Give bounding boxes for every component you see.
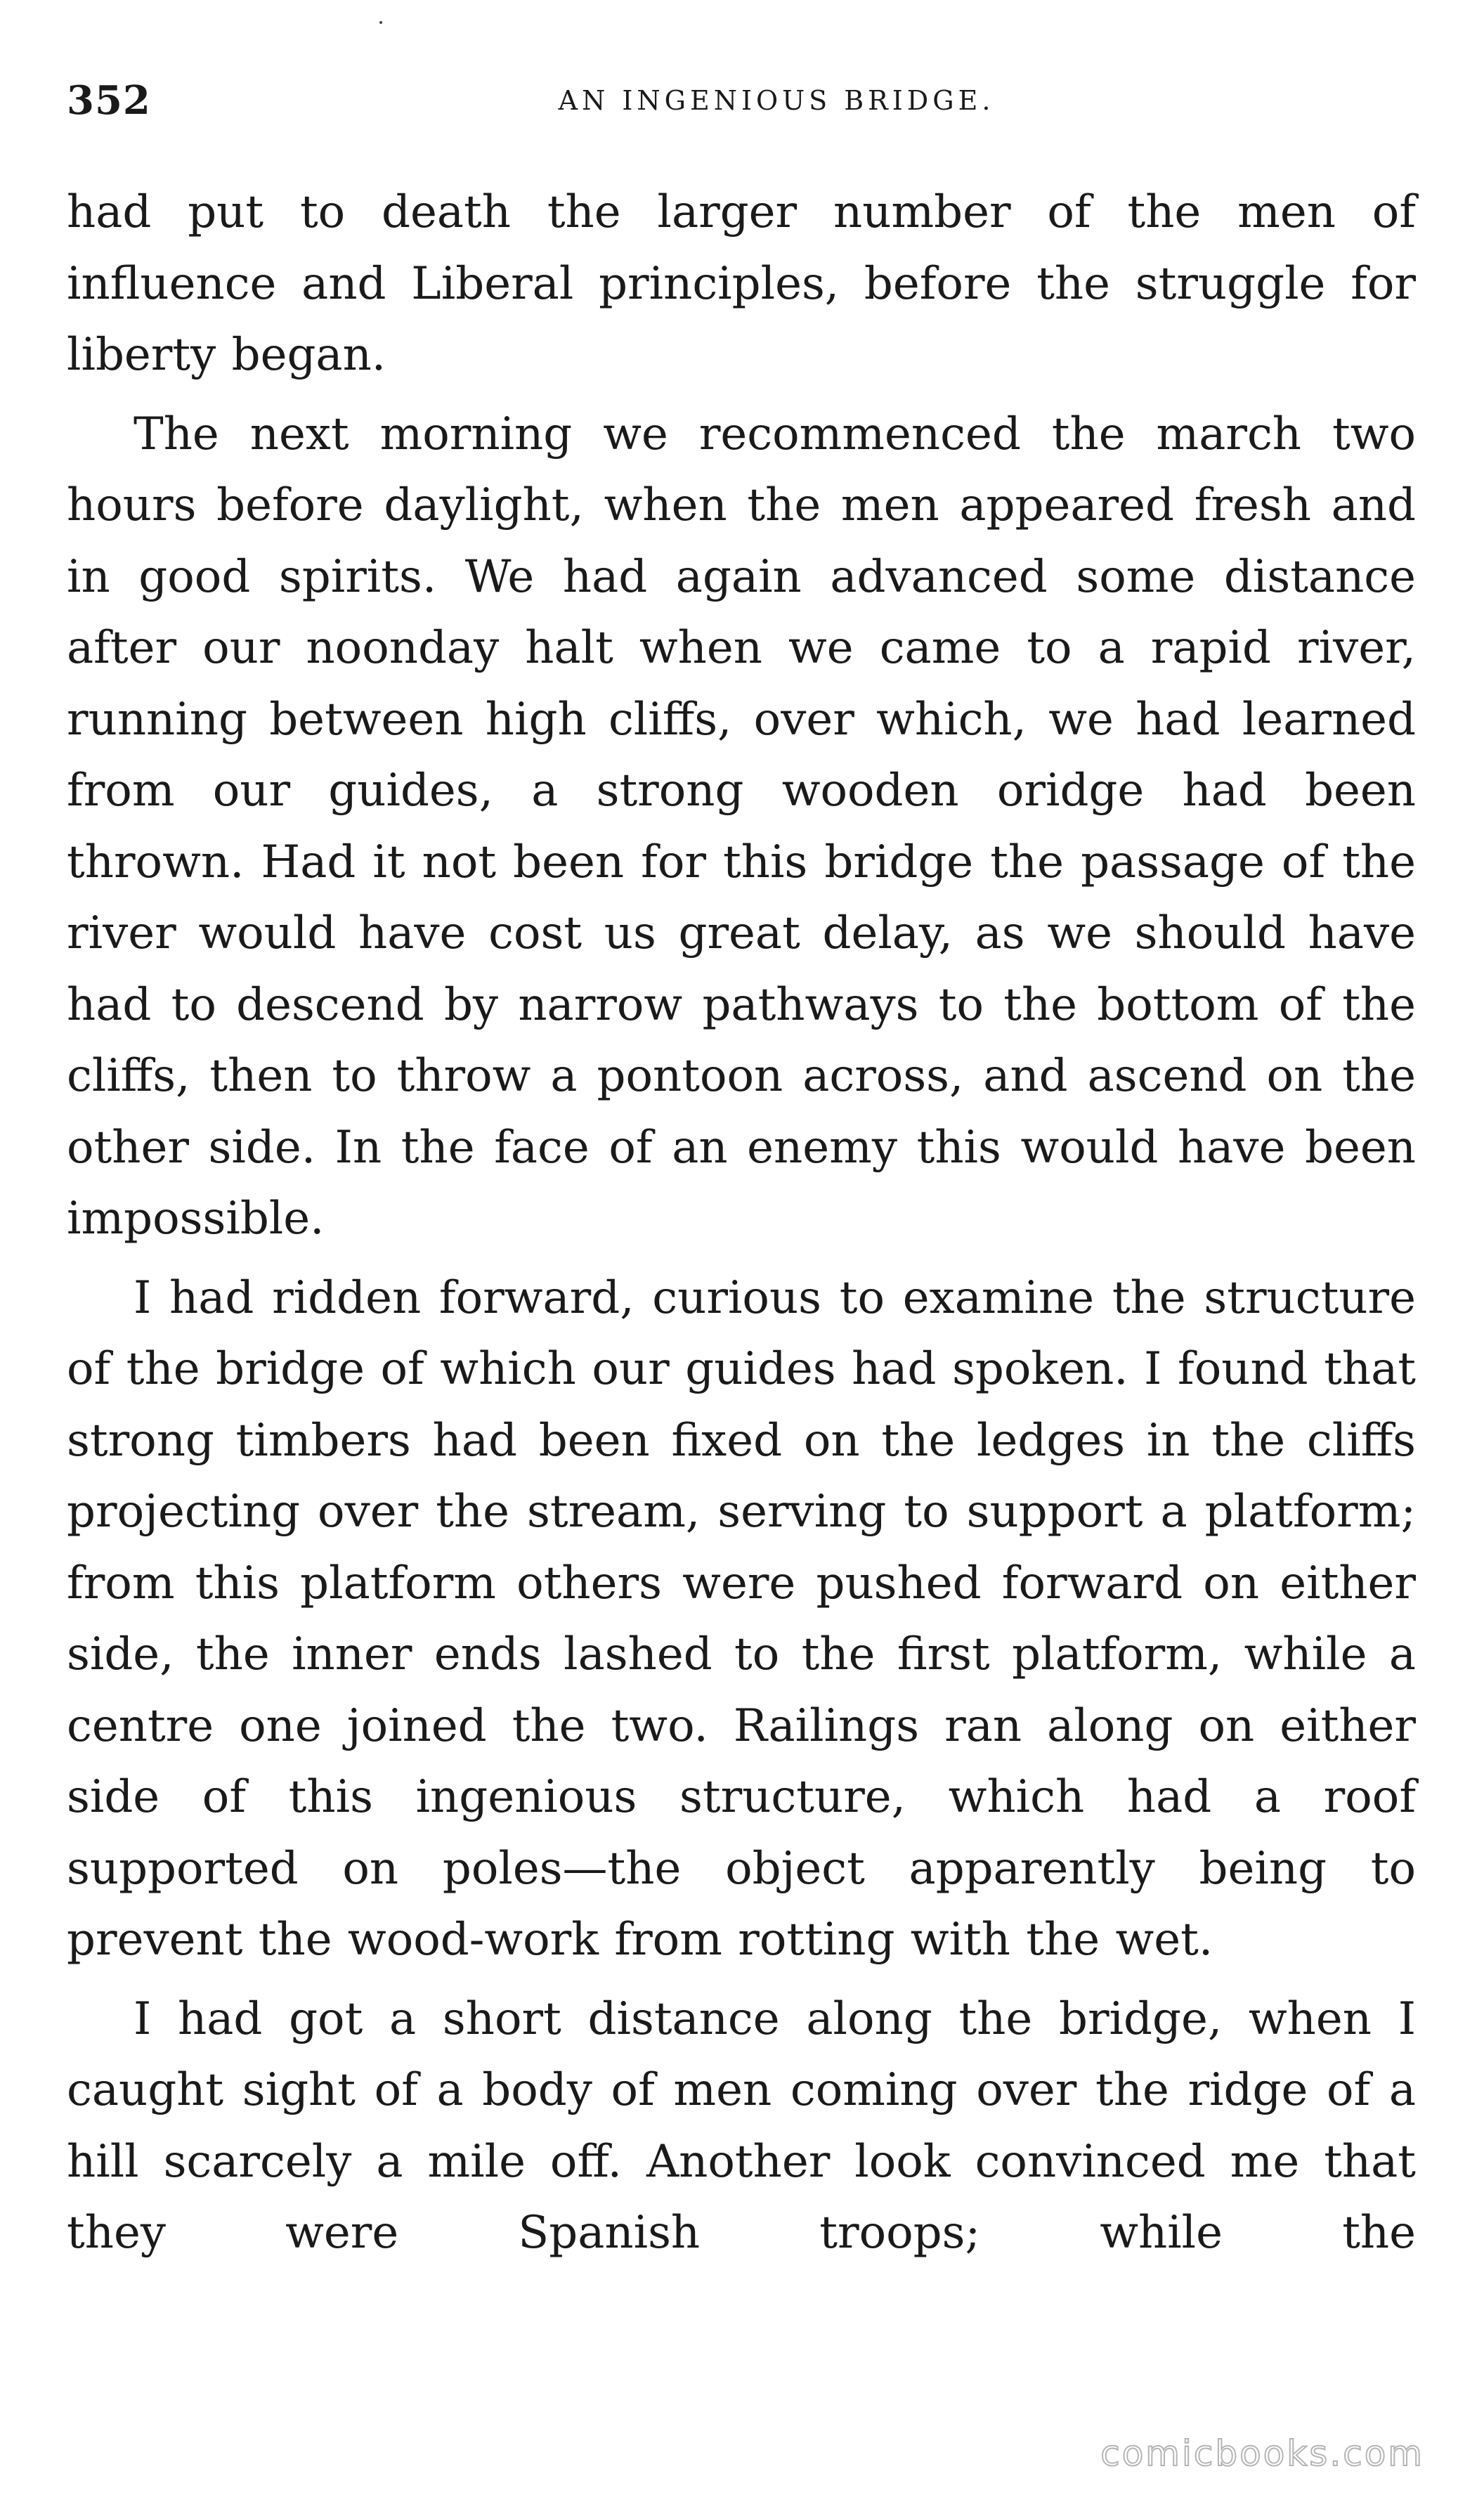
print-speck [379, 21, 382, 24]
page-header [67, 69, 1416, 132]
page-number: 352 [67, 77, 151, 124]
paragraph-bridge-structure: I had ridden forward, curious to examine the structure of the bridge of which our guides had spoken. I found that strong timbers had been fixed on the ledges in the cliffs projecting over the stream, serving to support a platform; from this platform others were pushed forward on either side, the inner ends lashed to the first platform, while a centre one joined the two. Railings ran along on either side of this ingenious structure, which had a roof supported on poles—the object apparently being to prevent the wood-work from rotting with the wet. [67, 1271, 1416, 1966]
watermark-logo: comicbooks.com [1100, 2433, 1424, 2474]
paragraph-continued: had put to death the larger number of the men of influence and Liberal principles, before the struggle for liberty began. [67, 186, 1416, 381]
paragraph-march: The next morning we recommenced the march two hours before daylight, when the men appeared fresh and in good spirits. We had again advanced some distance after our noonday halt when we came to a rapid river, running between high cliffs, over which, we had learned from our guides, a strong wooden oridge had been thrown. Had it not been for this bridge the passage of the river would have cost us great delay, as we should have had to descend by narrow pathways to the bottom of the cliffs, then to throw a pontoon across, and ascend on the other side. In the face of an enemy this would have been impossible. [67, 408, 1416, 1245]
body-text [67, 177, 1416, 2277]
running-head: AN INGENIOUS BRIDGE. [558, 85, 995, 116]
paragraph-spanish-troops: I had got a short distance along the bridge, when I caught sight of a body of men coming over the ridge of a hill scarcely a mile off. Another look convinced me that they were Spanish troops; while the [67, 1992, 1416, 2259]
